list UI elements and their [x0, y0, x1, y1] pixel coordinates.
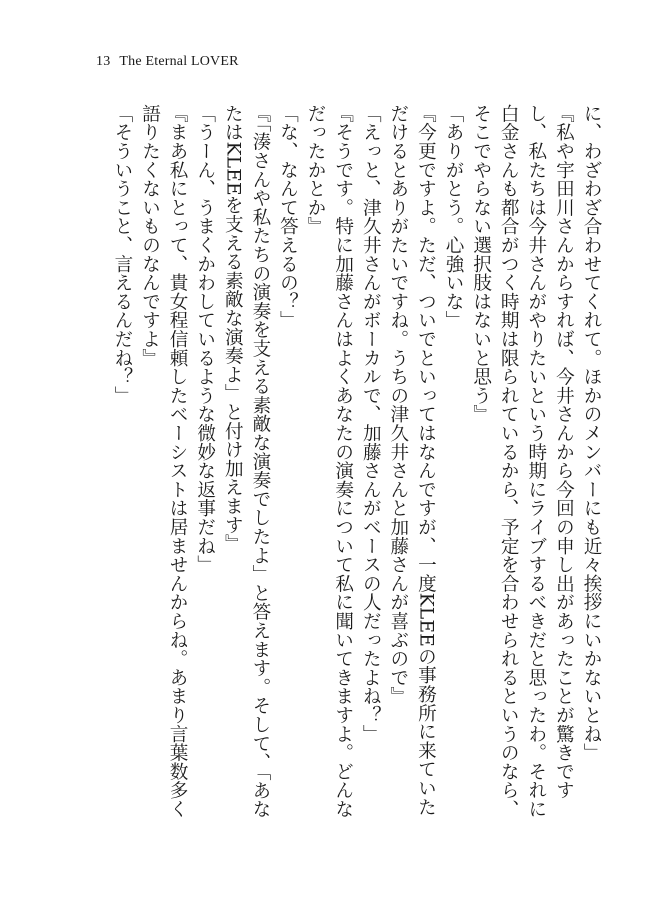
book-title: The Eternal LOVER	[119, 54, 239, 69]
text-line: 「うーん、うまくかわしているような微妙な返事だね」	[194, 104, 216, 574]
text-line: だったかとか』	[305, 104, 327, 236]
text-line: だけるとありがたいですね。うちの津久井さんと加藤さんが喜ぶので』	[387, 104, 409, 706]
page-number: 13	[96, 54, 111, 69]
text-line: 「そういうこと、言えるんだね？」	[111, 104, 133, 405]
running-header	[96, 54, 239, 70]
text-line: そこでやらない選択肢はないと思う』	[470, 104, 492, 424]
text-line: 「ありがとう。心強いな」	[443, 104, 465, 330]
text-line: たはKLEEを支える素敵な演奏よ」と付け加えます』	[222, 104, 244, 553]
text-line: 『まあ私にとって、貴女程信頼したベーシストは居ませんからね。あまり言葉数多く	[167, 104, 189, 819]
text-line: 『私や宇田川さんからすれば、今井さんから今回の申し出があったことが驚きです	[553, 104, 575, 800]
text-line: に、わざわざ合わせてくれて。ほかのメンバーにも近々挨拶にいかないとね」	[581, 104, 602, 762]
text-line: 「えっと、津久井さんがボーカルで、加藤さんがベースの人だったよね？」	[360, 104, 382, 744]
vertical-body-text	[108, 104, 605, 850]
text-line: 白金さんも都合がつく時期は限られているから、予定を合わせられるというのなら、	[498, 104, 520, 819]
text-line: 『今更ですよ。ただ、ついでといってはなんですが、一度KLEEの事務所に来ていた	[415, 104, 437, 817]
text-line: 「な、なんて答えるの？」	[277, 104, 299, 330]
text-line: 語りたくないものなんですよ』	[139, 104, 161, 368]
text-line: 『「湊さんや私たちの演奏を支える素敵な演奏でしたよ」と答えます。そして、「あな	[249, 104, 271, 819]
text-line: 『そうです。特に加藤さんはよくあなたの演奏について私に聞いてきますよ。どんな	[332, 104, 354, 819]
text-line: し、私たちは今井さんがやりたいという時期にライブするべきだと思ったわ。それに	[525, 104, 547, 819]
